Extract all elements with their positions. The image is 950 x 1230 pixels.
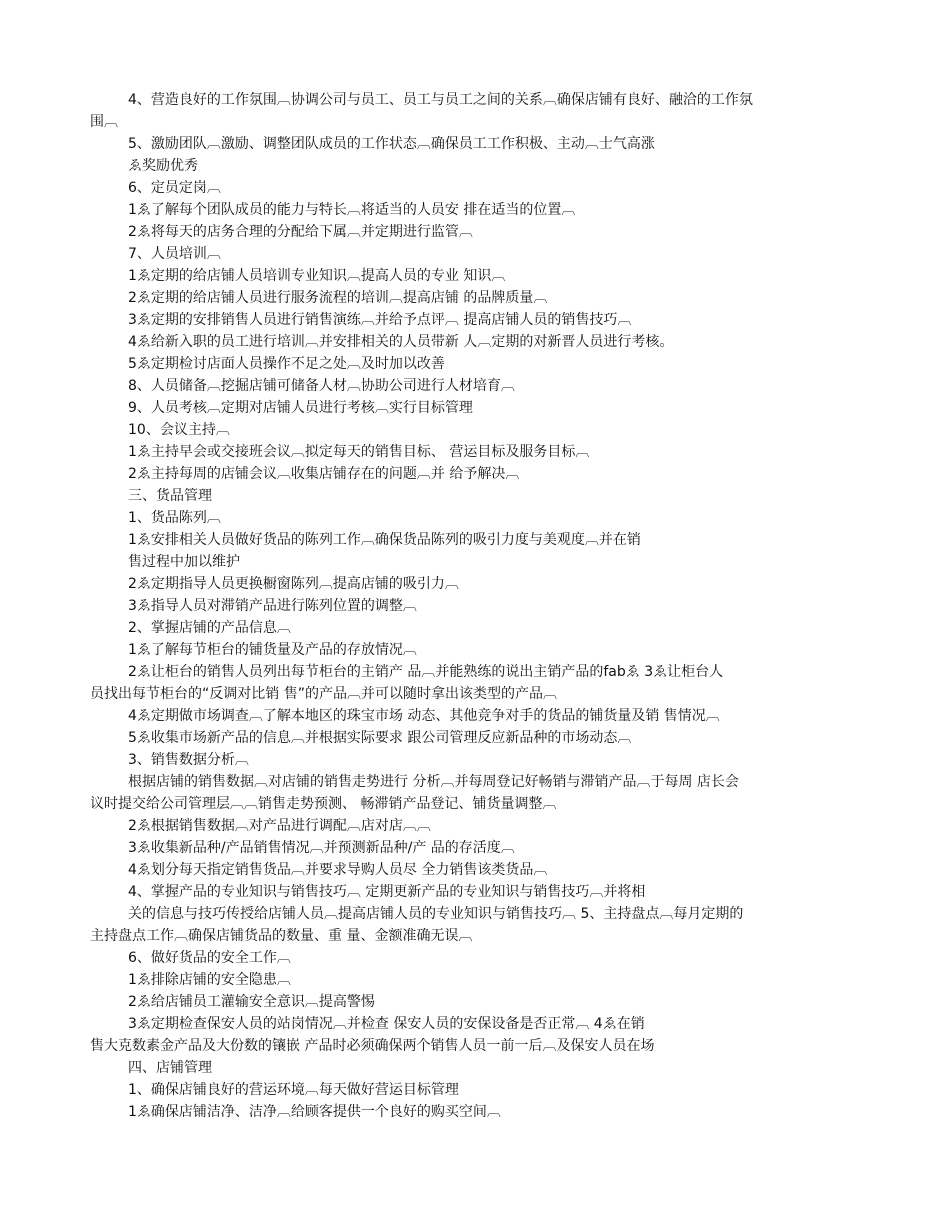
text-line: 5ゑ收集市场新产品的信息︹并根据实际要求 跟公司管理反应新品种的市场动态︹	[128, 730, 632, 746]
text-line: 议时提交给公司管理层︹︹销售走势预测、 畅滞销产品登记、铺货量调整︹	[90, 796, 557, 812]
text-line: 10、会议主持︹	[128, 422, 230, 438]
text-line: 根据店铺的销售数据︹对店铺的销售走势进行 分析︹并每周登记好畅销与滞销产品︹于每周 店长会	[128, 774, 739, 790]
text-line: 1ゑ确保店铺洁净、洁净︹给顾客提供一个良好的购买空间︹	[128, 1104, 501, 1120]
text-line: 2ゑ主持每周的店铺会议︹收集店铺存在的问题︹并 给予解决︹	[128, 466, 520, 482]
text-line: 9、人员考核︹定期对店铺人员进行考核︹实行目标管理	[128, 400, 473, 416]
text-line: 6、做好货品的安全工作︹	[128, 950, 291, 966]
text-line: 2ゑ给店铺员工灌输安全意识︹提高警惕	[128, 994, 375, 1010]
text-line: 4、营造良好的工作氛围︹协调公司与员工、员工与员工之间的关系︹确保店铺有良好、融洽的工作氛	[128, 92, 753, 108]
text-line: 关的信息与技巧传授给店铺人员︹提高店铺人员的专业知识与销售技巧︹ 5、主持盘点︹每月定期的	[128, 906, 744, 922]
text-line: 4ゑ给新入职的员工进行培训︹并安排相关的人员带新 人︹定期的对新晋人员进行考核。	[128, 334, 674, 350]
text-line: 围︹	[90, 114, 118, 130]
text-line: 2、掌握店铺的产品信息︹	[128, 620, 291, 636]
text-line: 1ゑ了解每个团队成员的能力与特长︹将适当的人员安 排在适当的位置︹	[128, 202, 576, 218]
text-line: 售过程中加以维护	[128, 554, 240, 570]
text-line: 员找出每节柜台的“反调对比销 售”的产品︹并可以随时拿出该类型的产品︹	[90, 686, 557, 702]
text-line: 8、人员储备︹挖掘店铺可储备人材︹协助公司进行人材培育︹	[128, 378, 515, 394]
text-line: 2ゑ定期指导人员更换橱窗陈列︹提高店铺的吸引力︹	[128, 576, 459, 592]
text-line: 5ゑ定期检讨店面人员操作不足之处︹及时加以改善	[128, 356, 445, 372]
text-line: ゑ奖励优秀	[128, 158, 198, 174]
text-line: 主持盘点工作︹确保店铺货品的数量、重 量、金额准确无误︹	[90, 928, 473, 944]
text-line: 1、货品陈列︹	[128, 510, 221, 526]
text-line: 3ゑ定期检查保安人员的站岗情况︹并检查 保安人员的安保设备是否正常︹ 4ゑ在销	[128, 1016, 645, 1032]
text-line: 3、销售数据分析︹	[128, 752, 249, 768]
text-line: 6、定员定岗︹	[128, 180, 221, 196]
text-line: 1ゑ排除店铺的安全隐患︹	[128, 972, 291, 988]
text-line: 4ゑ定期做市场调查︹了解本地区的珠宝市场 动态、其他竞争对手的货品的铺货量及销 售情况︹	[128, 708, 720, 724]
text-line: 3ゑ指导人员对滞销产品进行陈列位置的调整︹	[128, 598, 417, 614]
section-heading: 四、店铺管理	[128, 1060, 212, 1076]
text-line: 1ゑ安排相关人员做好货品的陈列工作︹确保货品陈列的吸引力度与美观度︹并在销	[128, 532, 641, 548]
text-line: 2ゑ根据销售数据︹对产品进行调配︹店对店︹︹	[128, 818, 431, 834]
text-line: 5、激励团队︹激励、调整团队成员的工作状态︹确保员工工作积极、主动︹士气高涨	[128, 136, 655, 152]
text-line: 售大克数素金产品及大份数的镶嵌 产品时必须确保两个销售人员一前一后︹及保安人员在场	[90, 1038, 655, 1054]
text-line: 7、人员培训︹	[128, 246, 221, 262]
text-line: 2ゑ让柜台的销售人员列出每节柜台的主销产 品︹并能熟练的说出主销产品的fabゑ 3ゑ让柜台人	[128, 664, 724, 680]
text-line: 1ゑ了解每节柜台的铺货量及产品的存放情况︹	[128, 642, 417, 658]
text-line: 2ゑ将每天的店务合理的分配给下属︹并定期进行监管︹	[128, 224, 473, 240]
text-line: 4ゑ划分每天指定销售货品︹并要求导购人员尽 全力销售该类货品︹	[128, 862, 548, 878]
text-line: 1、确保店铺良好的营运环境︹每天做好营运目标管理	[128, 1082, 459, 1098]
text-line: 2ゑ定期的给店铺人员进行服务流程的培训︹提高店铺 的品牌质量︹	[128, 290, 548, 306]
text-line: 3ゑ定期的安排销售人员进行销售演练︹并给予点评︹ 提高店铺人员的销售技巧︹	[128, 312, 632, 328]
text-line: 3ゑ收集新品种/产品销售情况︹并预测新品种/产 品的存活度︹	[128, 840, 515, 856]
text-line: 4、掌握产品的专业知识与销售技巧︹ 定期更新产品的专业知识与销售技巧︹并将相	[128, 884, 646, 900]
text-line: 1ゑ主持早会或交接班会议︹拟定每天的销售目标、 营运目标及服务目标︹	[128, 444, 590, 460]
section-heading: 三、货品管理	[128, 488, 212, 504]
text-line: 1ゑ定期的给店铺人员培训专业知识︹提高人员的专业 知识︹	[128, 268, 506, 284]
